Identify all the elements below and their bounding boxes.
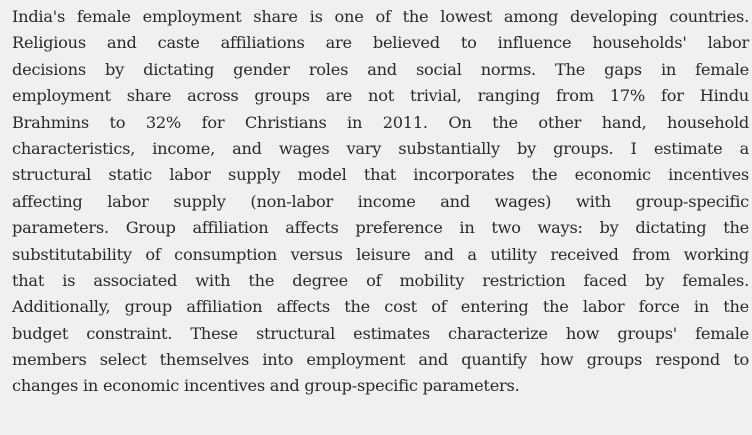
abstract-line: decisions by dictating gender roles and social norms. The gaps in female	[12, 59, 749, 79]
abstract-text	[12, 4, 749, 400]
abstract-line: members select themselves into employment and quantify how groups respond to	[12, 350, 749, 370]
abstract-line: employment share across groups are not trivial, ranging from 17% for Hindu	[12, 86, 749, 106]
abstract-line: budget constraint. These structural estimates characterize how groups' female	[12, 323, 749, 343]
abstract-line: Religious and caste affiliations are believed to influence households' labor	[12, 33, 749, 53]
abstract-line: changes in economic incentives and group-specific parameters.	[12, 376, 520, 396]
abstract-line: affecting labor supply (non-labor income and wages) with group-specific	[12, 191, 749, 211]
abstract-line: Brahmins to 32% for Christians in 2011. On the other hand, household	[12, 112, 749, 132]
abstract-line: parameters. Group affiliation affects preference in two ways: by dictating the	[12, 218, 749, 238]
abstract-line: substitutability of consumption versus leisure and a utility received from working	[12, 244, 749, 264]
abstract-line: that is associated with the degree of mobility restriction faced by females.	[12, 270, 749, 290]
abstract-line: India's female employment share is one of the lowest among developing countries.	[12, 7, 749, 26]
abstract-line: characteristics, income, and wages vary substantially by groups. I estimate a	[12, 138, 749, 158]
abstract-line: Additionally, group affiliation affects the cost of entering the labor force in the	[12, 297, 749, 317]
abstract-line: structural static labor supply model that incorporates the economic incentives	[12, 165, 749, 185]
